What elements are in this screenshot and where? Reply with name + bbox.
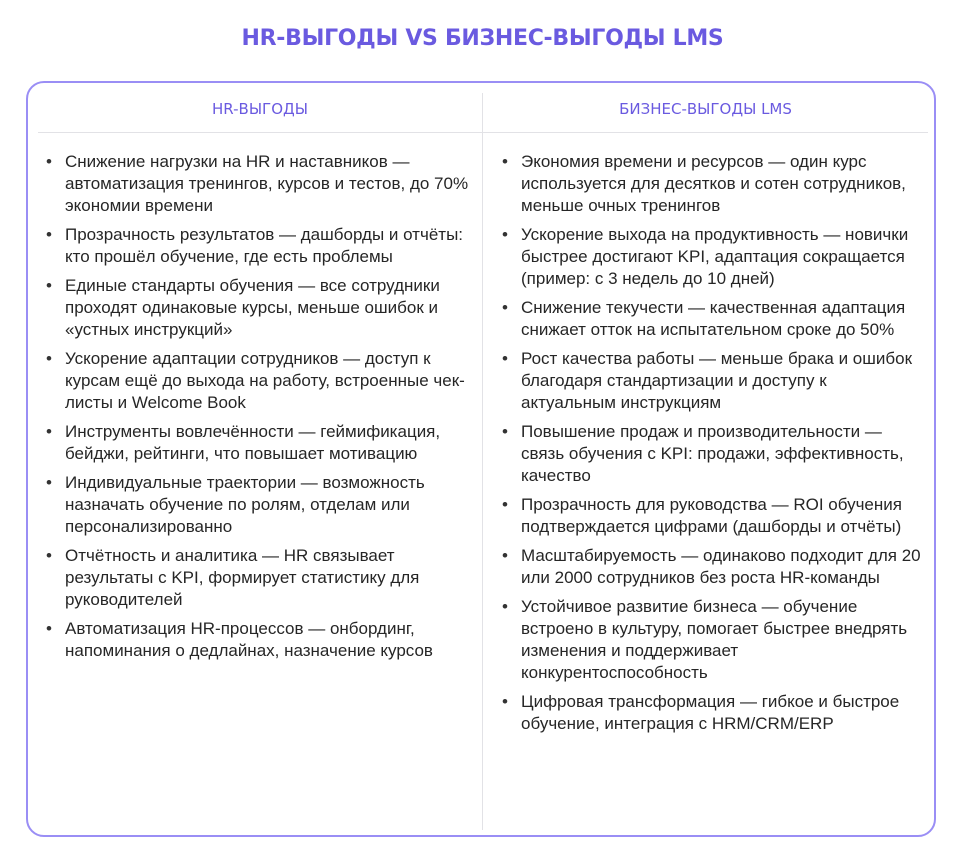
- list-item: • Рост качества работы — меньше брака и ошибок благодаря стандартизации и доступу к актуальным инструкциям: [502, 349, 913, 412]
- bullet-icon: •: [502, 692, 508, 711]
- list-item: • Ускорение адаптации сотрудников — доступ к курсам ещё до выхода на работу, встроенные чек-листы и Welcome Book: [46, 349, 465, 412]
- bullet-icon: •: [502, 298, 508, 317]
- bullet-icon: •: [46, 276, 52, 295]
- list-item: • Отчётность и аналитика — HR связывает результаты с KPI, формирует статистику для руководителей: [46, 546, 420, 609]
- list-item: • Единые стандарты обучения — все сотрудники проходят одинаковые курсы, меньше ошибок и «устных инструкций»: [46, 276, 440, 339]
- list-item: • Автоматизация HR-процессов — онбординг, напоминания о дедлайнах, назначение курсов: [46, 619, 433, 660]
- list-item: • Устойчивое развитие бизнеса — обучение встроено в культуру, помогает быстрее внедрять изменения и поддерживает конкурентоспособность: [502, 597, 908, 682]
- bullet-icon: •: [502, 597, 508, 616]
- list-item: • Индивидуальные траектории — возможность назначать обучение по ролям, отделам или персонализированно: [46, 473, 425, 536]
- bullet-icon: •: [502, 422, 508, 441]
- hr-benefits-header: HR-ВЫГОДЫ: [212, 100, 308, 118]
- bullet-icon: •: [46, 546, 52, 565]
- list-item: • Экономия времени и ресурсов — один курс используется для десятков и сотен сотрудников, меньше очных тренингов: [502, 152, 906, 215]
- bullet-icon: •: [46, 225, 52, 244]
- column-divider: [482, 93, 483, 830]
- bullet-icon: •: [46, 152, 52, 171]
- list-item: • Повышение продаж и производительности — связь обучения с KPI: продажи, эффективность, качество: [502, 422, 904, 485]
- list-item: • Снижение текучести — качественная адаптация снижает отток на испытательном сроке до 50%: [502, 298, 906, 339]
- list-item: • Снижение нагрузки на HR и наставников — автоматизация тренингов, курсов и тестов, до 70% экономии времени: [46, 152, 469, 215]
- bullet-icon: •: [46, 349, 52, 368]
- bullet-icon: •: [502, 349, 508, 368]
- bullet-icon: •: [502, 495, 508, 514]
- business-benefits-list: [502, 151, 922, 742]
- bullet-icon: •: [46, 422, 52, 441]
- list-item: • Прозрачность результатов — дашборды и отчёты: кто прошёл обучение, где есть проблемы: [46, 225, 464, 266]
- bullet-icon: •: [46, 473, 52, 492]
- business-benefits-header: БИЗНЕС-ВЫГОДЫ LMS: [619, 100, 792, 118]
- hr-benefits-list: [46, 151, 476, 669]
- list-item: • Прозрачность для руководства — ROI обучения подтверждается цифрами (дашборды и отчёты): [502, 495, 902, 536]
- bullet-icon: •: [502, 546, 508, 565]
- header-divider: [38, 132, 928, 133]
- list-item: • Цифровая трансформация — гибкое и быстрое обучение, интеграция с HRM/CRM/ERP: [502, 692, 900, 733]
- bullet-icon: •: [502, 225, 508, 244]
- page-title: HR-ВЫГОДЫ VS БИЗНЕС-ВЫГОДЫ LMS: [241, 26, 724, 51]
- list-item: • Ускорение выхода на продуктивность — новички быстрее достигают KPI, адаптация сокращается (пример: с 3 недель до 10 дней): [502, 225, 909, 288]
- bullet-icon: •: [502, 152, 508, 171]
- bullet-icon: •: [46, 619, 52, 638]
- list-item: • Масштабируемость — одинаково подходит для 20 или 2000 сотрудников без роста HR-команды: [502, 546, 921, 587]
- list-item: • Инструменты вовлечённости — геймификация, бейджи, рейтинги, что повышает мотивацию: [46, 422, 441, 463]
